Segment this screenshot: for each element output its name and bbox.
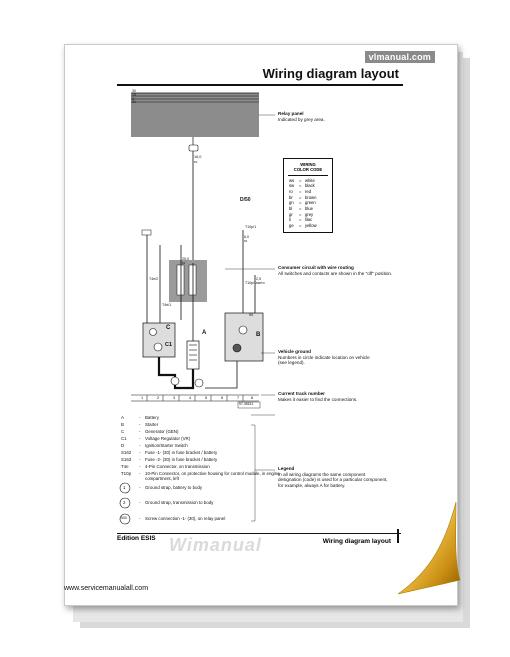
top-terminal-labels: 30 15 X 31 <box>132 89 136 105</box>
component-c1-label: C1 <box>165 342 173 348</box>
reference-code: 97-38151 <box>239 402 254 406</box>
current-track-note: Current track number Makes it easier to find the connections. <box>278 391 358 402</box>
track-ticks <box>147 395 243 401</box>
ground-point-marker <box>171 377 179 385</box>
wire-label: 6,0 <box>244 235 249 239</box>
component-b-label: B <box>256 332 261 338</box>
manual-page: vlmanual.com Wiring diagram layout 30 15 X 31 16,0 ro 25,0 ro 6,0 ro 2,5 sw/ro T4e/2 T10p/1 T10p/1 T4e/1 D/50 50 A B C C1 97-38151 1 2 3 4 5 6 7 8 Relay panel Indicated by grey area. WIRING COLOR CODE ws = white sw = black ro = red br = brown gn = green bl = blue gr = grey li = lilac ge = yellow Consumer circuit with wire routing All switches and contacts are shown in the "off" position. Vehicle ground Numbers in circle indicate location on vehicle (see legend). Current track number Makes it easier to find the connections. Legend In all wiring diagrams the same component designation (code) is used for a particular component, for example, always A for battery. A - Battery B - Starter C - Generator (GEN) C1 - Voltage Regulator (VR) D - Ignition/Starter Switch S162 - Fuse -1- (30) in fuse bracket / battery S163 - Fuse -2- (30) in fuse bracket / battery T4e - 4-Pin Connector, on transmission T10p - 10-Pin Connector, on protective housing for control module, in engine compartment, left 1 - Ground strap, battery to body 2 - Ground strap, transmission to body 500 - Screw connection -1- (30), on relay panel Edition ESIS Wimanual Wiring diagram layout <box>64 44 458 606</box>
wire-label: ro <box>244 239 248 243</box>
color-code-row: ro = red <box>289 188 312 194</box>
wire-label: 2,5 <box>256 277 261 281</box>
color-code-row: ws = white <box>289 177 315 183</box>
ground-point-marker <box>195 379 203 387</box>
page-title: Wiring diagram layout <box>262 66 399 81</box>
connector-label: T10p/1 <box>245 281 257 285</box>
legend-note: Legend In all wiring diagrams the same component designation (code) is used for a particular component, for example, always A for battery. <box>278 466 388 489</box>
terminal-label: 50 <box>249 313 254 317</box>
watermark-logo: Wimanual <box>169 535 262 555</box>
footer-edition: Edition ESIS <box>117 535 156 542</box>
color-code-row: gn = green <box>289 200 316 206</box>
color-code-row: li = lilac <box>289 217 313 223</box>
color-code-row: ge = yellow <box>289 222 317 228</box>
relay-panel-area <box>131 93 259 137</box>
footer-title: Wiring diagram layout <box>322 538 391 545</box>
color-code-row: br = brown <box>289 194 317 200</box>
wire-label: 16,0 <box>194 155 202 159</box>
wire-label: sw/ro <box>256 281 265 285</box>
connector-label: T10p/1 <box>245 225 257 229</box>
color-code-row: sw = black <box>289 183 315 189</box>
consumer-circuit-note: Consumer circuit with wire routing All switches and contacts are shown in the "off" position. <box>278 265 393 276</box>
wire-label: ro <box>194 160 198 164</box>
page-curl-icon <box>394 500 464 600</box>
legend-list: A - Battery B - Starter C - Generator (GEN) C1 - Voltage Regulator (VR) D - Ignition/Starter Switch S162 - Fuse -1- (30) in fuse bracket / battery S163 - Fuse -2- (30) in fuse bracket / battery T4e - 4-Pin Connector, on transmission T10p - 10-Pin Connector, on protective housing for control module, in engine compartment, left 1 - Ground strap, battery to body 2 - Ground strap, transmission to body 500 - Screw connection -1- (30), on relay panel <box>121 415 280 521</box>
ignition-switch-label: D/50 <box>240 197 251 203</box>
color-code-table: WIRING COLOR CODE ws = white sw = black ro = red br = brown gn = green bl = blue gr = grey li = lilac ge = yellow <box>283 158 333 233</box>
connector-label: T4e/1 <box>162 303 172 307</box>
watermark-badge: vlmanual.com <box>365 51 435 63</box>
site-url-link[interactable]: www.servicemanualall.com <box>64 585 149 592</box>
component-a-label: A <box>202 330 207 336</box>
wire-label: 25,0 <box>182 257 189 261</box>
connector-label: T4e/2 <box>149 277 159 281</box>
color-code-row: bl = blue <box>289 205 313 211</box>
color-code-row: gr = grey <box>289 211 314 217</box>
screw-connection-marker <box>189 145 198 151</box>
fuse-bracket-area <box>169 260 207 302</box>
vehicle-ground-note: Vehicle ground Numbers in circle indicate location on vehicle (see legend). <box>278 349 370 366</box>
component-c-label: C <box>166 325 171 331</box>
relay-panel-note: Relay panel Indicated by grey area. <box>278 111 325 122</box>
wire-label: ro <box>182 261 186 265</box>
footer-rule <box>117 533 401 534</box>
